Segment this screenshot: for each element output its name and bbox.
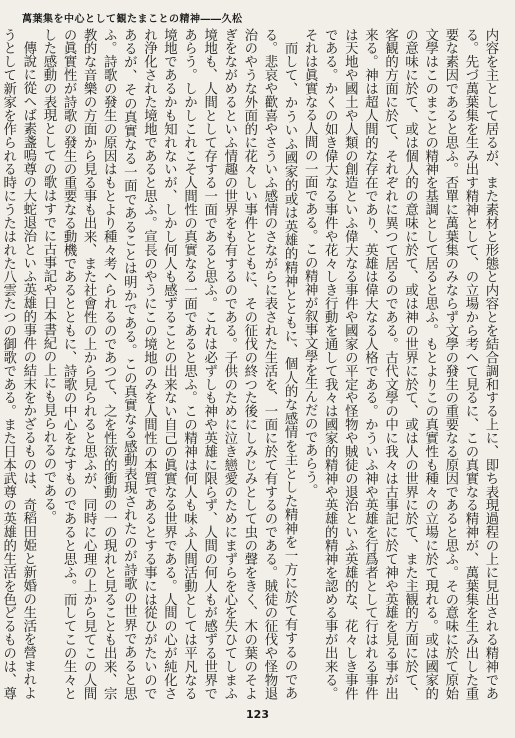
paragraph: 傳說に從へば素盞嗚尊の大蛇退治といふ英雄的事件の結末をかざるものは、奇稻田姫と新婚の生活を營まれようとして新家を作られる時にうたはれた八雲たつの御歌である。また日本武尊の英雄的生活を色どるものは、尊 [0, 28, 36, 700]
paragraph: 内容を主として居るが、また素材と形態と内容とを結合調和する上に、即ち表現過程の上に見出される精神である。先づ萬葉集を生み出す精神として、の立場から考へて見るに、この真實なる精神が、萬葉集を生み出した重要な素因であると思ふ。否單に萬葉集のみならず文學の發生の重要なる原因であると思ふ。その意味に於て原始文學はこのまことの精神を基調として居ると思ふ。もとよりこの真實性も種々の立場に於て現れる。或は國家的の意味に於て、或は個人的の意味に於て、或は神の世界に於て、或は人の世界に於て、また主観的方面に於て、客観的方面に於て、それぞれに異つて居るのである。古代文學の中に我々は古事記に於て神や英雄を見る事が出来る。神は超人間的な存在であり、英雄は偉大なる人格である。かういふ神や英雄を行爲者として行はれる事件は天地や國土や人類の創造といふ偉大なる事件や國家の平定や怪物や賊徒の退治といふ英雄的な、花々しき事件である。かくの如き偉大なる事件や花々しき行動を通して我々は國家的精神や英雄的精神を認める事が出来る。それは眞實なる人間の一面である。この精神が叙事文學を生んだのであらう。 [302, 28, 498, 700]
running-title: 萬葉集を中心として観たまことの精神――久松 [22, 14, 243, 25]
page-number: 123 [246, 708, 269, 721]
paragraph: 而して、かういふ國家的或は英雄的精神とともに、個人的な感情を主とした精神を一方に於て有するのである。悲哀や歡喜やさういふ感情のさながらに表された生活を、一面に於て有するのである。賊徒の征伐や怪物退治のやうな外面的に花々しい事件とともに、その征伐の終つた後にしみじみとして虫の聲をきく、木の葉のそよぎをながめるといふ情趣の世界をも有するのである。子供のために泣き戀愛のためにまずらを心を失ひてしまふ境地も、人間として存する一面であると思ふ。これは必ずしも神や英雄に限らず、人間の何人もが感ずる世界であらう。しかしこれこそ人間性の真實なる一面であると思ふ。この精神は何人も味ふ人間活動としては平凡なる境地であるかも知れないが、しかし何人も感ずることの出来ない自己の眞實なる世界である。人間の心が純化され浄化された境地であると思ふ。宣長のやうにこの境地のみを人間性の本質であるとする事には從ひがたいのであるが、その真實なる一面であることは明かである。この真實なる感動表現されたのが詩歌の世界であると思ふ。詩歌の發生の原因はもとより種々考へられるのであつて、之を性欲的衝動の一の現れと見ることも出来、宗教的な音樂の方面から見る事も出来、また社會性の上から見られると思ふが、同時に心理の上から見てこの人間の眞實性が詩歌の發生の重要なる動機であるとともに、詩歌の中心をなすものであると思ふ。而してこの生々とした感動の表現としての歌はすでに古事記や日本書紀の上にも見られるのである。 [40, 28, 298, 700]
body-text [0, 28, 500, 700]
